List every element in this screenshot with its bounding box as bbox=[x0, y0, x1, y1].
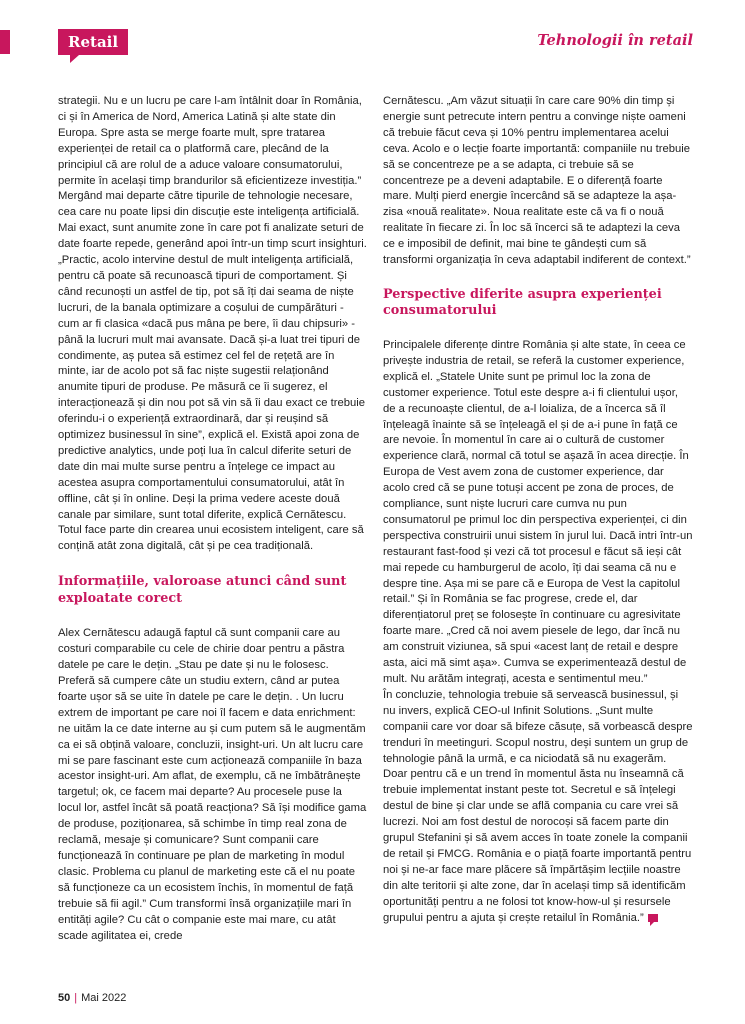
running-header-title: Tehnologii în retail bbox=[537, 32, 693, 49]
paragraph: Principalele diferențe dintre România și alte state, în ceea ce privește industria de retail, se referă la customer experience, explică el. „Statele Unite sunt pe primul loc la zona de customer experience. Totul este despre a-i fi clientului ușor, de a recunoaște clientul, de a-l loializa, de a încerca să îl înțeleagă înainte să se înțeleagă el și de a-i pune în față ce are nevoie. În momentul în care ai o cultură de customer experience clară, normal că totul se așază în acea direcție. În Europa de Vest avem zona de customer experience, dar acolo cred că se pune totuși accent pe zona de proces, de compliance, sunt niște lucruri care cumva nu pun consumatorul pe primul loc din perspectiva experienței, ci din perspectiva construirii unui sistem în jurul lui. Dacă intri într-un restaurant fast-food și vezi că tot procesul e făcut să ieși cât mai repede cu hamburgerul de acolo, îți dai seama că nu e despre tine. Așa mi se pare că e Europa de Vest la capitolul retail.” Și în România se fac progrese, crede el, dar diferențiatorul preț se folosește în continuare cu agresivitate foarte mare. „Cred că noi avem piesele de lego, dar încă nu am construit viziunea, să spui «acest lanț de retail e despre asta, aici mă simt așa». Cumva se experimentează destul de mult. Nu arătăm integrați, acesta e sentimentul meu.” bbox=[383, 338, 693, 685]
issue-date: Mai 2022 bbox=[81, 992, 127, 1004]
paragraph: Cernătescu. „Am văzut situații în care care 90% din timp și energie sunt petrecute intern pentru a convinge niște oameni că trebuie făcut ceva și 10% pentru implementarea acelui ceva. Acolo e o lecție foarte importantă: companiile nu trebuie să se concentreze pe a se adapta, ci trebuie să se concentreze pe a deveni adaptabile. E o diferență foarte mare. Mulți pierd energie încercând să se adapteze la așa-zisa «nouă realitate». Noua realitate este că va fi o nouă realitate în fiecare zi. În loc să încerci să te adaptezi la ceva ce e imposibil de definit, mai bine te gândești cum să transformi organizația în ceva adaptabil indiferent de context.” bbox=[383, 95, 691, 267]
edge-accent-bar bbox=[0, 30, 10, 54]
paragraph-text: În concluzie, tehnologia trebuie să servească businessul, și nu invers, explică CEO-ul Infinit Solutions. „Sunt multe companii care vor doar să bifeze căsuțe, să vorbească despre trenduri în meetinguri. Scopul nostru, deși suntem un grup de tehnologie până la urmă, e ca niciodată să nu exagerăm. Doar pentru că e un trend în momentul ăsta nu înseamnă că trebuie implementat instant peste tot. Secretul e să înțelegi destul de bine și clar unde se află compania cu care vrei să lucrezi. Noi am fost destul de norocoși să facem parte din grupul Stefanini și să avem acces în toate zonele la companii de retail și FMCG. România e o piață foarte importantă pentru noi și ne-ar face mare plăcere să împărtășim lecțiile noastre din alte teritorii și alte zone, dar în același timp să identificăm oportunități pentru a ne folosi tot know-how-ul și resursele grupului pentru a ajuta și crește retailul în România.” bbox=[383, 688, 693, 924]
left-column bbox=[58, 94, 368, 944]
right-column bbox=[383, 94, 693, 927]
paragraph: Alex Cernătescu adaugă faptul că sunt companii care au costuri comparabile cu cele de chirie doar pentru a păstra datele pe care le dețin. „Stau pe date și nu le folosesc. Preferă să cumpere câte un studiu extern, când ar putea foarte ușor să se uite în datele pe care le dețin. . Un lucru extrem de important pe care noi îl facem e data enrichment: ne uităm la ce date interne au și cum putem să le augmentăm ca ei să obțină valoare, concluzii, insight-uri. Un alt lucru care mi se pare fascinant este cum acționează companiile în baza acestor insight-uri. Am aflat, de exemplu, că ne îmbătrânește targetul; ok, ce facem mai departe? Au procesele puse la locul lor, astfel încât să poată reacționa? Să își modifice gama de produse, poziționarea, să schimbe în timp real zona de reclamă, mesaje și comunicare? Sunt companii care funcționează în continuare pe plan de marketing în modul clasic. Problema cu planul de marketing este că el nu poate să funcționeze ca un ecosistem închis, în momentul de față trebuie să fii agil.” Cum transformi însă organizațiile mari în entități agile? Cu cât o companie este mai mare, cu atât scade agilitatea ei, crede bbox=[58, 627, 367, 942]
page-footer bbox=[58, 992, 126, 1004]
paragraph bbox=[383, 688, 693, 927]
paragraph: Mergând mai departe către tipurile de tehnologie necesare, cea care nu poate lipsi din discuție este inteligența artificială. Mai exact, sunt anumite zone în care pot fi analizate seturi de date foarte repede, generând apoi într-un timp scurt insighturi. „Practic, acolo intervine destul de mult inteligența artificială, pentru că poate să recunoască tipuri de comportament. Și când recunoști un astfel de tip, pot să îți dai seama de niște lucruri, de la banala optimizare a coșului de cumpărături - cum ar fi clasica «dacă pus mâna pe bere, îi dau chipsuri» - până la lucruri mult mai avansate. Dacă și-a luat trei tipuri de condimente, aș putea să estimez cel fel de rețetă are în minte, iar de acolo pot să fac niște sugestii relaționând anumite tipuri de produse. Pe măsură ce îi sugerez, el interacționează și din nou pot să vin să îi dau exact ce trebuie oferindu-i o experiență extraordinară, dar și reușind să optimizez businessul în sine”, explică el. Există apoi zona de predictive analytics, unde poți lua în calcul diferite seturi de date din mai multe surse pentru a înțelege ce impact au acestea asupra comportamentului consumatorului, atât în offline, cât și în online. Deși la prima vedere aceste două canale par similare, sunt total diferite, explică Cernătescu. Totul face parte din crearea unui ecosistem inteligent, care să conțină atât zona digitală, cât și pe cea tradițională. bbox=[58, 190, 367, 553]
section-tag: Retail bbox=[58, 29, 128, 55]
footer-separator: | bbox=[74, 992, 78, 1004]
end-mark-icon bbox=[648, 914, 658, 922]
paragraph: strategii. Nu e un lucru pe care l-am întâlnit doar în România, ci și în America de Nord, America Latină și alte state din Europa. Spre asta se merge foarte mult, spre tratarea experienței de retail ca o platformă care, plecând de la principiul că are rolul de a aduce valoare consumatorului, permite în același timp brandurilor să eficientizeze investiția.” bbox=[58, 95, 362, 187]
subtitle: Perspective diferite asupra experienței consumatorului bbox=[383, 286, 662, 319]
page-number: 50 bbox=[58, 992, 71, 1004]
subtitle: Informațiile, valoroase atunci când sunt exploatate corect bbox=[58, 574, 347, 606]
